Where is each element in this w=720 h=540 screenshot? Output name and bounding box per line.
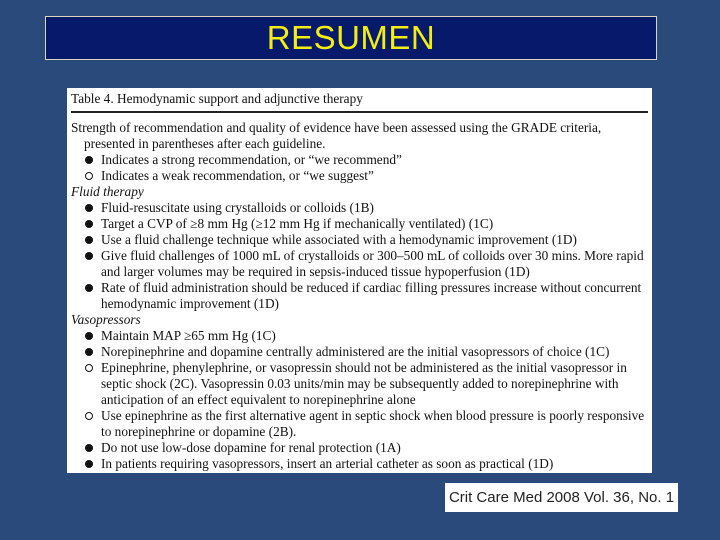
fluid-therapy-list (71, 200, 648, 312)
recommendation-text: Rate of fluid administration should be reduced if cardiac filling pressures increase without concurrent hemodynamic improvement (1D) (101, 280, 642, 311)
table-caption: Table 4. Hemodynamic support and adjunctive therapy (71, 91, 363, 106)
legend-text: Indicates a strong recommendation, or “we recommend” (101, 152, 402, 167)
table-panel (67, 88, 652, 473)
legend-item-weak (71, 168, 648, 184)
section-heading-vasopressors: Vasopressors (71, 312, 141, 327)
recommendation-text: Norepinephrine and dopamine centrally administered are the initial vasopressors of choice (1C) (101, 344, 610, 359)
list-item (71, 248, 648, 280)
citation-text: Crit Care Med 2008 Vol. 36, No. 1 (448, 489, 675, 506)
recommendation-text: Fluid-resuscitate using crystalloids or colloids (1B) (101, 200, 374, 215)
recommendation-text: Give fluid challenges of 1000 mL of crystalloids or 300–500 mL of colloids over 30 mins. More rapid and larger volumes may be required in sepsis-induced tissue hypoperfusion (1D) (101, 248, 644, 279)
recommendation-text: Target a CVP of ≥8 mm Hg (≥12 mm Hg if mechanically ventilated) (1C) (101, 216, 494, 231)
filled-circle-icon (85, 252, 93, 260)
filled-circle-icon (85, 284, 93, 292)
list-item (71, 200, 648, 216)
legend-list (71, 152, 648, 184)
open-circle-icon (85, 412, 93, 420)
table-intro: Strength of recommendation and quality of evidence have been assessed using the GRADE criteria, presented in parentheses after each guideline. (71, 120, 602, 151)
vasopressors-list (71, 328, 648, 472)
section-heading-fluid-therapy: Fluid therapy (71, 184, 144, 199)
recommendation-text: In patients requiring vasopressors, insert an arterial catheter as soon as practical (1D) (101, 456, 554, 471)
caption-divider (71, 111, 648, 113)
recommendation-text: Use a fluid challenge technique while associated with a hemodynamic improvement (1D) (101, 232, 577, 247)
recommendation-text: Maintain MAP ≥65 mm Hg (1C) (101, 328, 276, 343)
list-item (71, 232, 648, 248)
filled-circle-icon (85, 444, 93, 452)
slide-title: RESUMEN (266, 19, 436, 56)
filled-circle-icon (85, 220, 93, 228)
list-item (71, 216, 648, 232)
list-item (71, 344, 648, 360)
list-item (71, 456, 648, 472)
citation-box (445, 483, 678, 512)
filled-circle-icon (85, 204, 93, 212)
filled-circle-icon (85, 332, 93, 340)
open-circle-icon (85, 364, 93, 372)
filled-circle-icon (85, 348, 93, 356)
recommendation-text: Use epinephrine as the first alternative agent in septic shock when blood pressure is poorly responsive to norepinephrine or dopamine (2B). (101, 408, 645, 439)
filled-circle-icon (85, 156, 93, 164)
legend-text: Indicates a weak recommendation, or “we suggest” (101, 168, 374, 183)
list-item (71, 408, 648, 440)
recommendation-text: Epinephrine, phenylephrine, or vasopressin should not be administered as the initial vasopressor in septic shock (2C). Vasopressin 0.03 units/min may be subsequently added to norepinephrine with anticipation of an effect equivalent to norepinephrine alone (101, 360, 627, 407)
list-item (71, 280, 648, 312)
legend-item-strong (71, 152, 648, 168)
list-item (71, 360, 648, 408)
filled-circle-icon (85, 460, 93, 468)
list-item (71, 440, 648, 456)
recommendation-text: Do not use low-dose dopamine for renal protection (1A) (101, 440, 401, 455)
filled-circle-icon (85, 236, 93, 244)
list-item (71, 328, 648, 344)
slide-title-box (45, 16, 657, 60)
open-circle-icon (85, 172, 93, 180)
